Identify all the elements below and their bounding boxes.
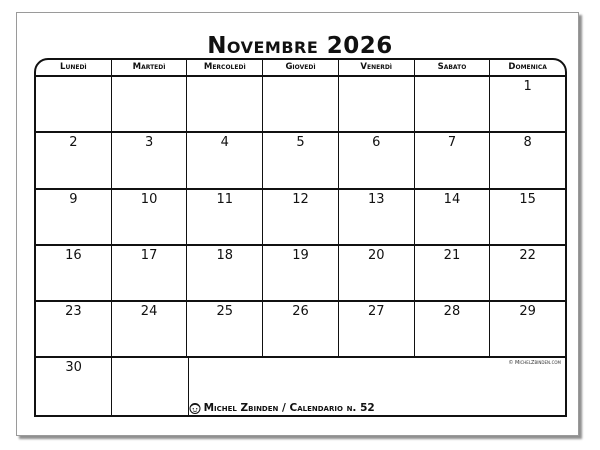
week-row-2 — [36, 133, 565, 189]
day-cell — [489, 77, 565, 131]
day-number: 23 — [65, 304, 82, 320]
day-cell — [414, 133, 490, 187]
day-number: 9 — [69, 191, 78, 207]
day-cell — [262, 302, 338, 356]
day-cell — [338, 133, 414, 187]
weekday-thursday: Giovedì — [262, 60, 338, 75]
day-number: 16 — [65, 247, 82, 263]
copyright-text: © MichelZbinden.com — [508, 360, 561, 367]
day-cell — [36, 246, 111, 300]
footer-cell — [188, 358, 565, 416]
day-number: 8 — [523, 135, 532, 151]
day-cell — [111, 302, 187, 356]
week-row-6 — [36, 358, 565, 416]
day-number: 5 — [296, 135, 305, 151]
days-grid — [36, 77, 565, 415]
day-cell — [111, 358, 187, 416]
weekday-tuesday: Martedì — [111, 60, 187, 75]
day-number: 6 — [372, 135, 381, 151]
day-cell — [338, 246, 414, 300]
day-cell — [262, 246, 338, 300]
day-number: 12 — [292, 191, 309, 207]
week-row-4 — [36, 246, 565, 302]
day-cell — [36, 133, 111, 187]
day-cell — [338, 190, 414, 244]
day-number: 11 — [216, 191, 234, 207]
calendar-grid — [34, 58, 567, 417]
week-row-5 — [36, 302, 565, 358]
calendar-title: Novembre 2026 — [207, 33, 393, 59]
day-cell — [186, 302, 262, 356]
weekday-header — [36, 60, 565, 77]
day-number: 25 — [216, 304, 234, 320]
day-cell — [414, 302, 490, 356]
day-number: 30 — [65, 360, 82, 376]
day-number: 17 — [140, 247, 158, 263]
day-cell — [489, 302, 565, 356]
weekday-friday: Venerdì — [338, 60, 414, 75]
day-cell — [186, 133, 262, 187]
day-number: 3 — [144, 135, 154, 151]
day-cell — [338, 302, 414, 356]
day-number: 10 — [140, 191, 158, 207]
week-row-3 — [36, 190, 565, 246]
day-cell — [186, 77, 262, 131]
weekday-saturday: Sabato — [414, 60, 490, 75]
day-cell — [186, 246, 262, 300]
day-number: 24 — [140, 304, 158, 320]
day-number: 20 — [367, 247, 385, 263]
day-cell — [111, 246, 187, 300]
day-number: 13 — [367, 191, 385, 207]
day-number: 26 — [292, 304, 309, 320]
day-number: 19 — [292, 247, 309, 263]
brand-line — [189, 402, 375, 414]
day-number: 15 — [519, 191, 536, 207]
face-logo-icon — [189, 402, 201, 414]
day-number: 22 — [519, 247, 536, 263]
day-cell — [36, 302, 111, 356]
day-number: 14 — [443, 191, 461, 207]
day-cell — [262, 77, 338, 131]
day-number: 29 — [519, 304, 536, 320]
brand-text: Michel Zbinden / Calendario n. 52 — [203, 402, 375, 415]
day-number: 21 — [443, 247, 461, 263]
weekday-sunday: Domenica — [489, 60, 565, 75]
day-cell — [36, 358, 111, 416]
day-cell — [489, 133, 565, 187]
day-cell — [414, 190, 490, 244]
day-cell — [489, 190, 565, 244]
day-cell — [111, 77, 187, 131]
day-cell — [489, 246, 565, 300]
day-cell — [111, 133, 187, 187]
day-number: 1 — [523, 79, 532, 94]
day-number: 27 — [367, 304, 385, 320]
weekday-monday: Lunedì — [60, 62, 87, 72]
weekday-wednesday: Mercoledì — [186, 60, 262, 75]
day-number: 2 — [69, 135, 78, 151]
week-row-1 — [36, 77, 565, 133]
day-number: 4 — [220, 135, 229, 151]
day-number: 7 — [447, 135, 457, 151]
day-number: 18 — [216, 247, 234, 263]
day-number: 28 — [443, 304, 461, 320]
day-cell — [262, 190, 338, 244]
day-cell — [414, 246, 490, 300]
day-cell — [186, 190, 262, 244]
day-cell — [262, 133, 338, 187]
day-cell — [111, 190, 187, 244]
day-cell — [36, 190, 111, 244]
day-cell — [414, 77, 490, 131]
day-cell — [36, 77, 111, 131]
day-cell — [338, 77, 414, 131]
